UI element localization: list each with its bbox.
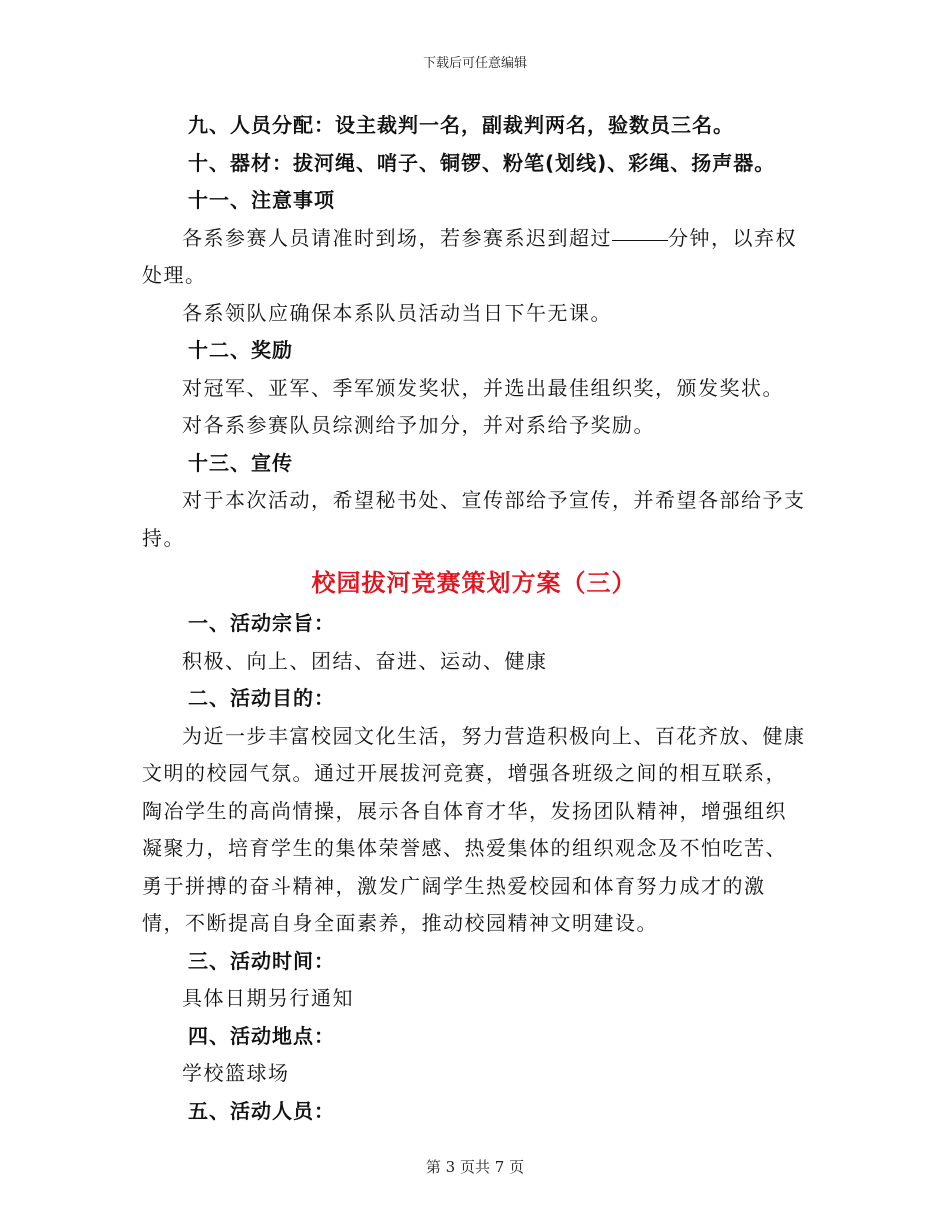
goal-paragraph: 为近一步丰富校园文化生活，努力营造积极向上、百花齐放、健康文明的校园气氛。通过开展拔河竞赛，增强各班级之间的相互联系，陶冶学生的高尚情操，展示各自体育才华，发扬团队精神，增强组织凝聚力，培育学生的集体荣誉感、热爱集体的组织观念及不怕吃苦、勇于拼搏的奋斗精神，激发广阔学生热爱校园和体育努力成才的激情，不断提高自身全面素养，推动校园精神文明建设。 (142, 723, 806, 935)
section-heading-location: 四、活动地点： (188, 1023, 335, 1048)
awards-paragraph-1: 对冠军、亚军、季军颁发奖状，并选出最佳组织奖，颁发奖状。 (182, 375, 784, 400)
document-body (142, 107, 806, 1130)
section-heading-awards: 十二、奖励 (188, 338, 293, 362)
time-text: 具体日期另行通知 (182, 986, 354, 1010)
notes-paragraph-2: 各系领队应确保本系队员活动当日下午无课。 (182, 300, 612, 325)
notes-text-after-blank: 分钟，以弃权处理。 (142, 225, 797, 287)
section-heading-participants: 五、活动人员： (188, 1098, 335, 1123)
fill-in-blank (612, 239, 668, 241)
awards-paragraph-2: 对各系参赛队员综测给予加分，并对系给予奖励。 (182, 413, 655, 437)
section-heading-goal: 二、活动目的： (188, 686, 335, 710)
page-footer: 第 3 页共 7 页 (425, 1158, 525, 1176)
section-heading-time: 三、活动时间： (188, 948, 335, 973)
section-equipment: 十、器材：拔河绳、哨子、铜锣、粉笔(划线)、彩绳、扬声器。 (188, 150, 776, 175)
notes-text-before-blank: 各系参赛人员请准时到场，若参赛系迟到超过 (182, 225, 612, 250)
section-heading-notes: 十一、注意事项 (188, 188, 335, 212)
location-text: 学校篮球场 (182, 1061, 290, 1085)
section-heading-publicity: 十三、宣传 (188, 450, 293, 475)
document-title: 校园拔河竞赛策划方案（三） (311, 569, 637, 597)
page-header: 下载后可任意编辑 (422, 56, 527, 71)
section-staffing: 九、人员分配：设主裁判一名，副裁判两名，验数员三名。 (188, 113, 734, 137)
section-heading-purpose: 一、活动宗旨： (188, 611, 335, 635)
notes-paragraph-1 (142, 220, 806, 295)
publicity-paragraph: 对于本次活动，希望秘书处、宣传部给予宣传，并希望各部给予支持。 (142, 488, 806, 550)
purpose-text: 积极、向上、团结、奋进、运动、健康 (182, 648, 548, 673)
